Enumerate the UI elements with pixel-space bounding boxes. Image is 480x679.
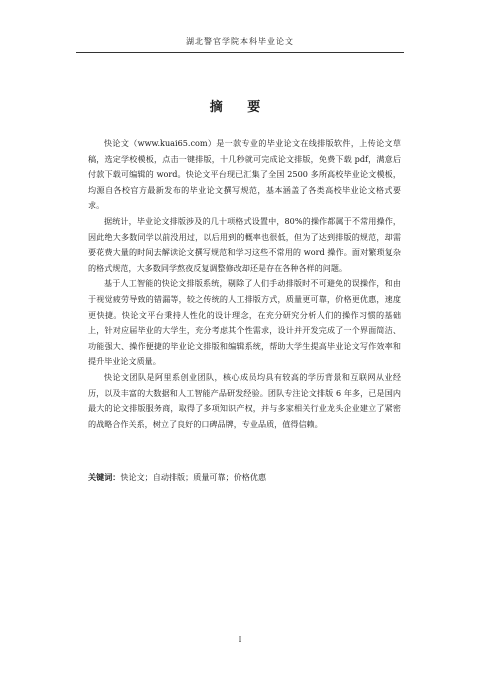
abstract-paragraph-1: 快论文（www.kuai65.com）是一款专业的毕业论文在线排版软件，上传论文草稿，选定学校模板，点击一键排版，十几秒就可完成论文排版，免费下载 pdf，满意后付款下载可编辑的 word。快论文平台现已汇集了全国 2500 多所高校毕业论文模板，均源自各校官方最新发布的毕业论文撰写规范，基本涵盖了各类高校毕业论文格式要求。 [88,138,401,211]
abstract-paragraph-3: 基于人工智能的快论文排版系统，剔除了人们手动排版时不可避免的误操作，和由于视觉疲劳导致的错漏等，较之传统的人工排版方式，质量更可靠，价格更优惠，速度更快捷。快论文平台秉持人性化的设计理念，在充分研究分析人们的操作习惯的基础上，针对应届毕业的大学生，充分考虑其个性需求，设计并开发完成了一个界面简洁、功能强大、操作便捷的毕业论文排版和编辑系统，帮助大学生提高毕业论文写作效率和提升毕业论文质量。 [88,278,401,367]
header-divider [76,52,404,53]
page-number: I [238,636,242,644]
keywords-label: 关键词： [88,472,121,482]
abstract-body [88,136,401,432]
keywords-text: 快论文；自动排版；质量可靠；价格优惠 [120,472,267,482]
abstract-paragraph-4: 快论文团队是阿里系创业团队，核心成员均具有较高的学历背景和互联网从业经历，以及丰富的大数据和人工智能产品研发经验。团队专注论文排版 6 年多，已是国内最大的论文排版服务商，取得了多项知识产权，并与多家相关行业龙头企业建立了紧密的战略合作关系，树立了良好的口碑品牌，专业品质，值得信赖。 [88,371,401,429]
page-title: 摘 要 [209,100,271,115]
abstract-paragraph-2: 据统计，毕业论文排版涉及的几十项格式设置中，80%的操作都属于不常用操作，因此绝大多数同学以前没用过，以后用到的概率也很低，但为了达到排版的规范，却需要花费大量的时间去解读论文撰写规范和学习这些不常用的 word 操作。面对繁琐复杂的格式规范，大多数同学熬夜反复调整修改却还是存在各种各样的问题。 [88,215,401,273]
running-header: 湖北警官学院本科毕业论文 [186,37,294,46]
keywords-line [88,470,401,485]
